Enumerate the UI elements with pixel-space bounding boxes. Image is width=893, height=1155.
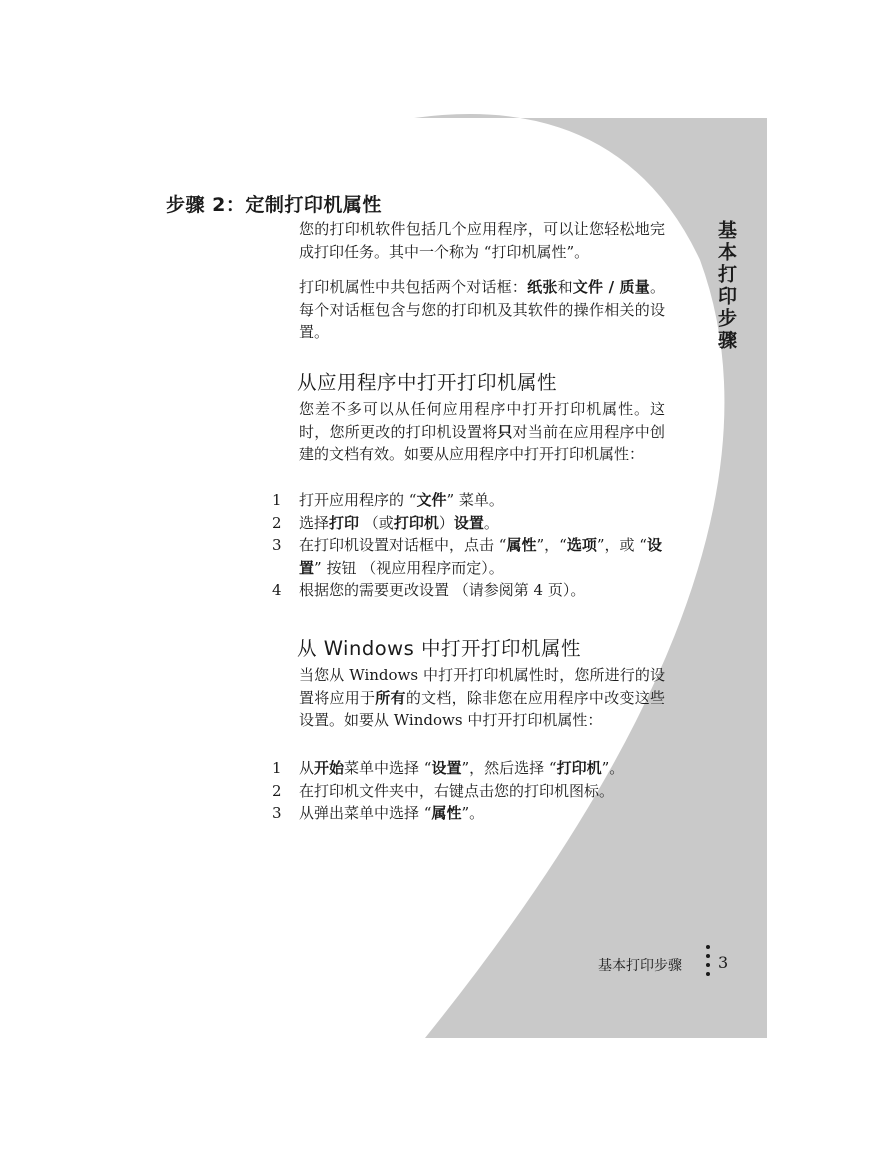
text-run: ） <box>438 513 454 532</box>
app-steps-list <box>272 489 665 602</box>
bold-term: 打印 <box>329 513 360 532</box>
bold-term-paper: 纸张 <box>527 278 558 296</box>
text-run: 在打印机设置对话框中，点击 “ <box>299 536 507 554</box>
text-run: 您差不多可以从任何应用程序中打开打印机属性。这时，您所更改的打印机设置将 <box>299 400 665 441</box>
bold-term: 打印机 <box>393 513 439 532</box>
list-item <box>272 512 665 535</box>
dot <box>706 963 710 967</box>
text-run: 对当前在应用程序中创建的文档有效。如要从应用程序中打开打印机属性： <box>299 422 665 463</box>
list-item <box>272 757 665 780</box>
text-run: 打印机属性中共包括两个对话框： <box>299 278 528 296</box>
dot <box>706 972 710 976</box>
text-run: 从 <box>299 759 315 777</box>
text-run: ”，然后选择 “ <box>461 759 557 777</box>
bold-term-only: 只 <box>497 422 513 441</box>
list-item <box>272 489 665 512</box>
bold-term-document-quality: 文件 / 质量 <box>572 278 650 296</box>
bold-term: 设置 <box>299 536 662 577</box>
bold-term: 设置 <box>431 759 462 777</box>
text-run: ”，“ <box>536 536 567 554</box>
bold-term: 选项 <box>566 536 597 554</box>
list-item <box>272 534 665 579</box>
section-heading-from-windows: 从 Windows 中打开打印机属性 <box>297 637 581 660</box>
text-run: 在打印机文件夹中，右键点击您的打印机图标。 <box>299 781 615 800</box>
step-number: 4 <box>272 581 282 599</box>
text-run: 。 <box>483 513 499 532</box>
section-heading-from-app: 从应用程序中打开打印机属性 <box>297 371 558 394</box>
step-number: 2 <box>272 781 282 800</box>
text-run: ” 按钮 （视应用程序而定）。 <box>314 558 504 577</box>
bold-term: 设置 <box>453 513 484 532</box>
intro-paragraph-2 <box>299 276 665 344</box>
bold-term: 打印机 <box>556 759 602 777</box>
step-number: 1 <box>272 491 282 509</box>
intro-paragraph-1: 您的打印机软件包括几个应用程序，可以让您轻松地完成打印任务。其中一个称为 “打印机属性”。 <box>299 220 665 261</box>
bold-term: 文件 <box>416 491 447 509</box>
footer-dots-decoration <box>703 945 713 987</box>
text-run: 从弹出菜单中选择 “ <box>299 804 432 822</box>
section-app-paragraph <box>299 398 665 466</box>
dot <box>706 945 710 949</box>
list-item <box>272 802 665 825</box>
text-run: （或 <box>359 513 394 532</box>
text-run: 当您从 Windows 中打开打印机属性时，您所进行的设置将应用于 <box>299 666 665 707</box>
step-number: 2 <box>272 513 282 532</box>
text-run: 。每个对话框包含与您的打印机及其软件的操作相关的设置。 <box>299 278 665 341</box>
text-run: 的文档，除非您在应用程序中改变这些设置。如要从 Windows 中打开打印机属性： <box>299 688 665 729</box>
side-chapter-title: 基本打印步骤 <box>715 220 737 352</box>
text-run: ”。 <box>461 804 485 822</box>
bold-term: 属性 <box>431 804 462 822</box>
text-run: ”，或 “ <box>596 536 647 554</box>
text-run: 根据您的需要更改设置 （请参阅第 4 页）。 <box>299 581 586 599</box>
step-heading: 步骤 2：定制打印机属性 <box>166 194 382 216</box>
bold-term-all: 所有 <box>375 688 406 707</box>
text-run: ”。 <box>601 759 625 777</box>
bold-term: 属性 <box>506 536 537 554</box>
step-number: 3 <box>272 804 282 822</box>
windows-steps-list <box>272 757 665 825</box>
step-number: 3 <box>272 536 282 554</box>
text-run: 和 <box>557 278 573 296</box>
bold-term: 开始 <box>314 759 345 777</box>
text-run: 打开应用程序的 “ <box>299 491 417 509</box>
text-run: 选择 <box>299 513 330 532</box>
step-number: 1 <box>272 759 282 777</box>
text-run: ” 菜单。 <box>446 491 504 509</box>
list-item <box>272 780 665 803</box>
dot <box>706 954 710 958</box>
footer-chapter-name: 基本打印步骤 <box>598 958 682 974</box>
page-number: 3 <box>718 953 729 972</box>
list-item <box>272 579 665 602</box>
section-windows-paragraph <box>299 664 665 732</box>
text-run: 菜单中选择 “ <box>344 759 432 777</box>
